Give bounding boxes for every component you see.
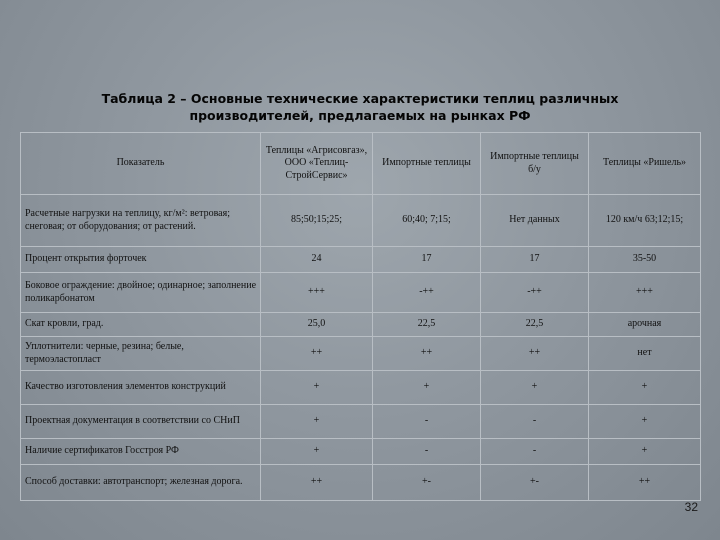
cell-value: 17 [481, 247, 589, 273]
row-label: Уплотнители: черные, резина; белые, термоэластопласт [21, 337, 261, 371]
cell-value: 60;40; 7;15; [373, 195, 481, 247]
table-row [21, 247, 701, 273]
cell-value: + [589, 371, 701, 405]
cell-value: ++ [481, 337, 589, 371]
cell-value: + [261, 405, 373, 439]
cell-value: -++ [373, 273, 481, 313]
header-indicator: Показатель [21, 133, 261, 195]
cell-value: + [261, 439, 373, 465]
cell-value: 17 [373, 247, 481, 273]
cell-value: 35-50 [589, 247, 701, 273]
table-row [21, 405, 701, 439]
table-row [21, 465, 701, 501]
cell-value: + [481, 371, 589, 405]
cell-value: + [373, 371, 481, 405]
cell-value: ++ [373, 337, 481, 371]
header-col-2: Импортные теплицы [373, 133, 481, 195]
cell-value: - [373, 405, 481, 439]
row-label: Способ доставки: автотранспорт; железная дорога. [21, 465, 261, 501]
cell-value: 85;50;15;25; [261, 195, 373, 247]
table-header-row [21, 133, 701, 195]
title-line-1: Таблица 2 – Основные технические характеристики теплиц различных [101, 91, 619, 106]
cell-value: 120 км/ч 63;12;15; [589, 195, 701, 247]
cell-value: арочная [589, 313, 701, 337]
cell-value: 22,5 [481, 313, 589, 337]
cell-value: 25,0 [261, 313, 373, 337]
cell-value: нет [589, 337, 701, 371]
table-row [21, 195, 701, 247]
table-row [21, 337, 701, 371]
cell-value: + [261, 371, 373, 405]
row-label: Боковое ограждение: двойное; одинарное; заполнение поликарбонатом [21, 273, 261, 313]
header-col-4: Теплицы «Ришель» [589, 133, 701, 195]
cell-value: +++ [261, 273, 373, 313]
header-col-3: Импортные теплицы б/у [481, 133, 589, 195]
cell-value: ++ [589, 465, 701, 501]
cell-value: +++ [589, 273, 701, 313]
header-col-1: Теплицы «Агрисовгаз», ООО «Теплиц-СтройСервис» [261, 133, 373, 195]
row-label: Качество изготовления элементов конструкций [21, 371, 261, 405]
cell-value: - [481, 439, 589, 465]
table-title [0, 90, 720, 124]
table-row [21, 273, 701, 313]
row-label: Наличие сертификатов Госстроя РФ [21, 439, 261, 465]
cell-value: + [589, 439, 701, 465]
cell-value: 22,5 [373, 313, 481, 337]
slide-number: 32 [684, 500, 698, 514]
cell-value: +- [373, 465, 481, 501]
characteristics-table [20, 132, 701, 501]
row-label: Процент открытия форточек [21, 247, 261, 273]
cell-value: Нет данных [481, 195, 589, 247]
cell-value: -++ [481, 273, 589, 313]
row-label: Скат кровли, град. [21, 313, 261, 337]
cell-value: 24 [261, 247, 373, 273]
row-label: Проектная документация в соответствии со СНиП [21, 405, 261, 439]
table-row [21, 439, 701, 465]
cell-value: ++ [261, 337, 373, 371]
cell-value: ++ [261, 465, 373, 501]
cell-value: + [589, 405, 701, 439]
table-row [21, 371, 701, 405]
title-line-2: производителей, предлагаемых на рынках РФ [189, 108, 531, 123]
cell-value: +- [481, 465, 589, 501]
table-row [21, 313, 701, 337]
cell-value: - [481, 405, 589, 439]
row-label: Расчетные нагрузки на теплицу, кг/м²: ветровая; снеговая; от оборудования; от растений. [21, 195, 261, 247]
cell-value: - [373, 439, 481, 465]
